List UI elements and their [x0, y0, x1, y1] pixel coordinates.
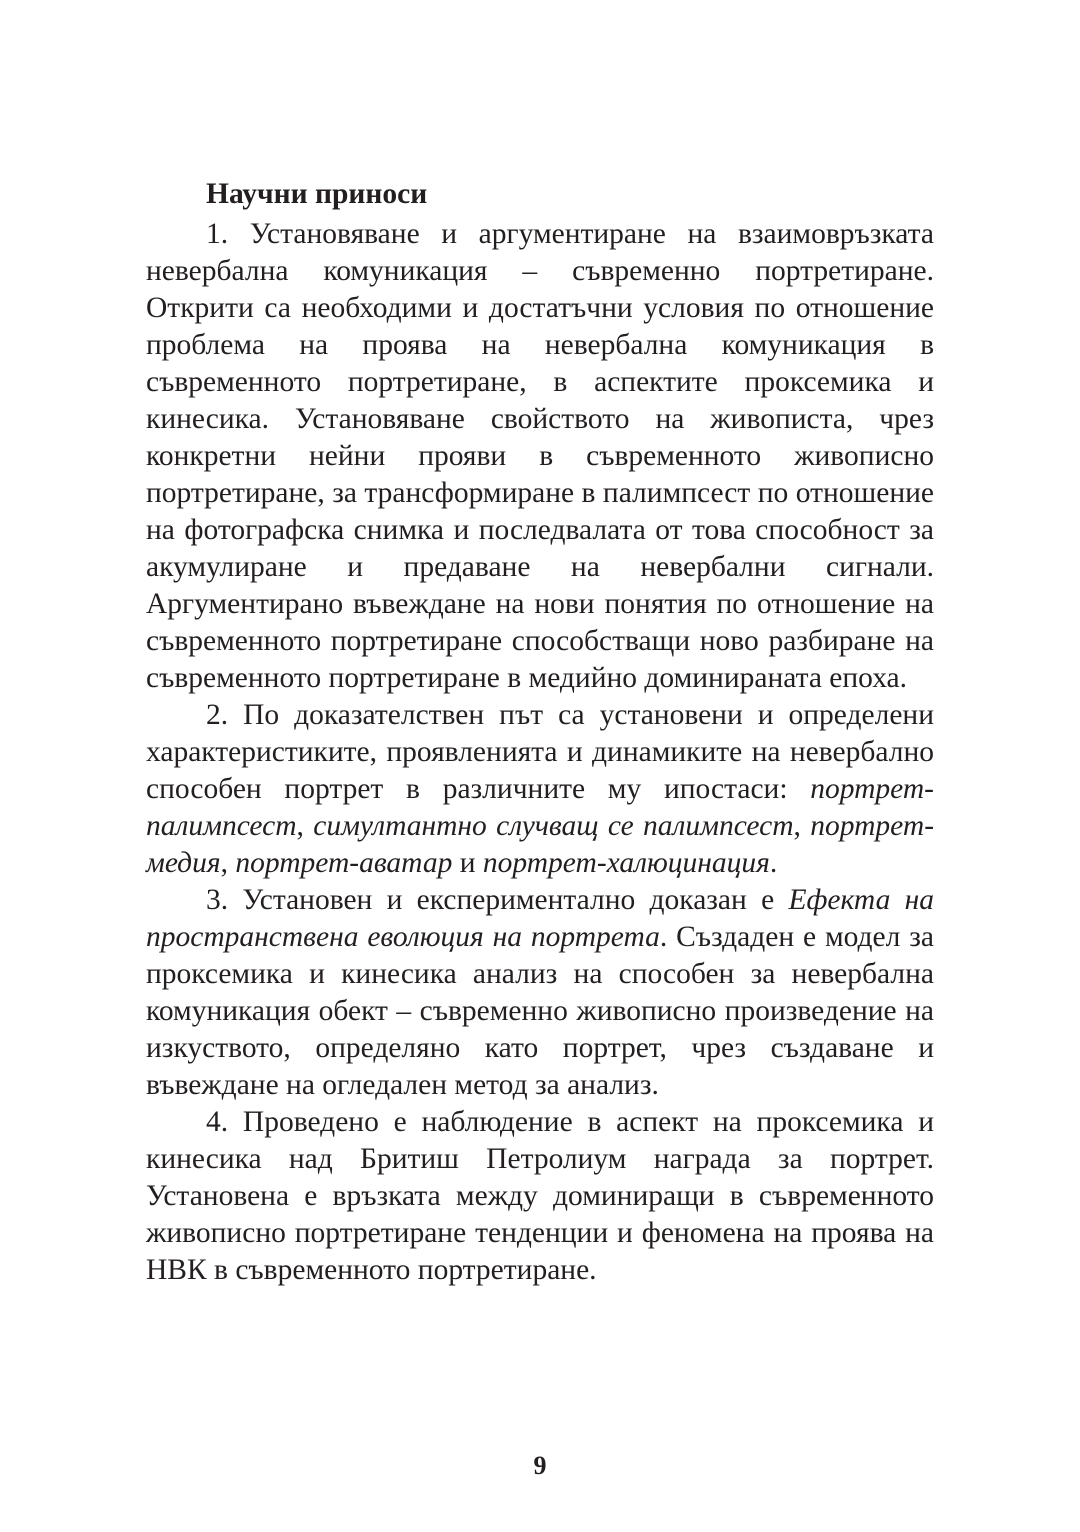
- paragraph-text: .: [769, 847, 778, 879]
- contribution-paragraph-2: [146, 697, 934, 882]
- contribution-paragraph-4: 4. Проведено е наблюдение в аспект на проксемика и кинесика над Бритиш Петролиум награда за портрет. Установена е връзката между доминиращи в съвременното живописно портретиране тенденции и феномена на проява на НВК в съвременното портретиране.: [146, 1106, 934, 1286]
- italic-term: портрет-палимпсест: [146, 773, 934, 842]
- page-number: 9: [533, 1451, 547, 1480]
- paragraph-text: 3. Установен и експериментално доказан е: [206, 884, 789, 916]
- contribution-paragraph-1: 1. Установяване и аргументиране на взаимовръзката невербална комуникация – съвременно портретиране. Открити са необходими и достатъчни условия по отношение проблема на проява на невербална комуникация в съвременното портретиране, в аспектите проксемика и кинесика. Установяване свойството на живописта, чрез конкретни нейни прояви в съвременното живописно портретиране, за трансформиране в палимпсест по отношение на фотографска снимка и последвалата от това способност за акумулиране и предаване на невербални сигнали. Аргументирано въвеждане на нови понятия по отношение на съвременното портретиране способстващи ново разбиране на съвременното портретиране в медийно доминираната епоха.: [146, 218, 934, 694]
- paragraph-text: и: [452, 847, 483, 879]
- italic-term: портрет-аватар: [235, 847, 453, 879]
- italic-term: симултантно случващ се палимпсест: [313, 810, 794, 842]
- section-heading: Научни приноси: [206, 178, 428, 210]
- italic-term: портрет-халюцинация: [482, 847, 770, 879]
- paragraph-text: ,: [793, 810, 811, 842]
- paragraph-text: ,: [220, 847, 236, 879]
- text-body: [146, 172, 934, 1289]
- paragraph-text: . Създаден е модел за проксемика и кинесика анализ на способен за невербална комуникация обект – съвременно живописно произведение на изкуството, определяно като портрет, чрез създаване и въвеждане на огледален метод за анализ.: [146, 921, 934, 1101]
- contribution-paragraph-3: [146, 882, 934, 1104]
- paragraph-text: 2. По доказателствен път са установени и определени характеристиките, проявленията и динамиките на невербално способен портрет в различните му ипостаси:: [146, 699, 934, 805]
- italic-term: портрет-медия: [146, 810, 935, 879]
- italic-term: Ефекта на пространствена еволюция на портрета: [146, 884, 934, 953]
- paragraph-text: ,: [296, 810, 314, 842]
